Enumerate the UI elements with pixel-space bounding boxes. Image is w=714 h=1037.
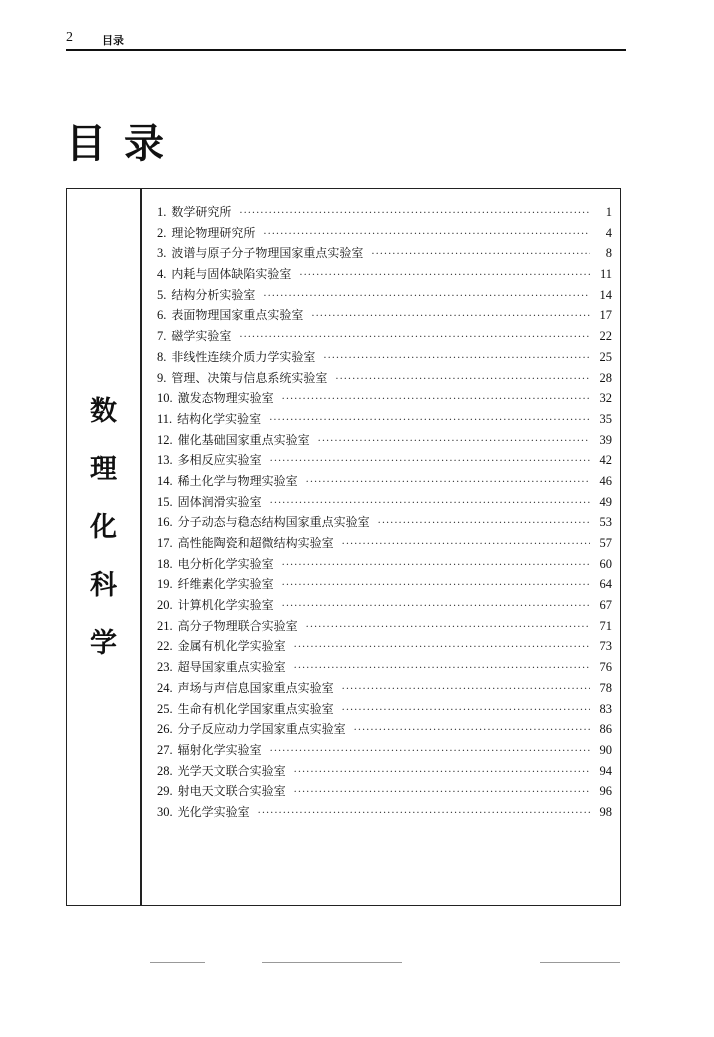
dot-leader	[239, 208, 590, 219]
entry-number: 16.	[157, 515, 173, 530]
entry-title: 超导国家重点实验室	[177, 660, 286, 675]
toc-entry[interactable]	[157, 513, 612, 534]
entry-title: 高分子物理联合实验室	[177, 618, 298, 633]
toc-entry[interactable]	[157, 762, 612, 783]
toc-entry[interactable]	[157, 534, 612, 555]
entry-page-number: 8	[605, 246, 612, 261]
entry-number: 26.	[157, 722, 173, 737]
dot-leader	[263, 291, 590, 302]
side-label-char: 理	[90, 454, 117, 485]
entry-title: 金属有机化学实验室	[177, 639, 286, 654]
toc-entry[interactable]	[157, 327, 612, 348]
page-number: 2	[66, 30, 73, 45]
entry-title: 光学天文联合实验室	[177, 763, 286, 778]
entry-page-number: 35	[599, 411, 612, 426]
dot-leader	[294, 767, 590, 778]
toc-entry[interactable]	[157, 679, 612, 700]
toc-entry[interactable]	[157, 700, 612, 721]
entry-title: 多相反应实验室	[177, 453, 262, 468]
entry-number: 27.	[157, 742, 173, 757]
entry-page-number: 42	[599, 453, 612, 468]
entry-page-number: 1	[605, 205, 612, 219]
entry-page-number: 73	[599, 639, 612, 654]
entry-title: 波谱与原子分子物理国家重点实验室	[171, 246, 364, 261]
entry-number: 8.	[157, 349, 167, 364]
toc-entry[interactable]	[157, 203, 612, 224]
toc-entry[interactable]	[157, 306, 612, 327]
entry-number: 18.	[157, 556, 173, 571]
entry-title: 高性能陶瓷和超微结构实验室	[177, 536, 334, 550]
dot-leader	[270, 456, 590, 467]
entry-page-number: 32	[599, 391, 612, 406]
toc-entry[interactable]	[157, 637, 612, 658]
side-label-char: 学	[90, 628, 117, 659]
entry-title: 光化学实验室	[177, 804, 250, 819]
entry-number: 24.	[157, 680, 173, 695]
toc-entry[interactable]	[157, 348, 612, 369]
dot-leader	[294, 663, 590, 674]
entry-title: 结构分析实验室	[171, 287, 256, 302]
entry-title: 计算机化学实验室	[177, 598, 274, 613]
entry-page-number: 60	[599, 556, 612, 571]
toc-entry[interactable]	[157, 720, 612, 741]
entry-title: 电分析化学实验室	[177, 556, 274, 571]
entry-title: 激发态物理实验室	[177, 391, 274, 406]
dot-leader	[258, 808, 590, 819]
entry-title: 数学研究所	[171, 205, 232, 219]
dot-leader	[342, 684, 590, 695]
entry-title: 分子动态与稳态结构国家重点实验室	[177, 515, 370, 530]
entry-number: 1.	[157, 205, 167, 219]
dot-leader	[306, 622, 590, 633]
entry-page-number: 53	[599, 515, 612, 530]
toc-entry[interactable]	[157, 803, 612, 824]
dot-leader	[263, 229, 590, 240]
toc-entry[interactable]	[157, 596, 612, 617]
dot-leader	[269, 415, 590, 426]
entry-title: 稀土化学与物理实验室	[177, 473, 298, 488]
entry-title: 射电天文联合实验室	[177, 784, 286, 799]
toc-entry[interactable]	[157, 658, 612, 679]
entry-title: 分子反应动力学国家重点实验室	[177, 722, 346, 737]
entry-page-number: 22	[599, 329, 612, 344]
dot-leader	[342, 705, 590, 716]
dot-leader	[371, 249, 590, 260]
header-rule	[66, 49, 626, 51]
toc-list	[157, 203, 612, 824]
entry-number: 10.	[157, 391, 173, 406]
entry-title: 声场与声信息国家重点实验室	[177, 680, 334, 695]
dot-leader	[282, 580, 590, 591]
dot-leader	[282, 560, 590, 571]
entry-page-number: 64	[599, 577, 612, 592]
entry-title: 管理、决策与信息系统实验室	[171, 370, 328, 385]
entry-number: 9.	[157, 370, 167, 385]
entry-number: 29.	[157, 784, 173, 799]
entry-number: 12.	[157, 432, 173, 447]
dot-leader	[299, 270, 590, 281]
dot-leader	[342, 539, 590, 550]
entry-title: 催化基础国家重点实验室	[177, 432, 310, 447]
dot-leader	[294, 787, 590, 798]
entry-number: 19.	[157, 577, 173, 592]
side-label-char: 数	[90, 396, 117, 427]
dot-leader	[270, 746, 590, 757]
scan-artifact	[262, 962, 402, 963]
toc-entry[interactable]	[157, 286, 612, 307]
toc-entry[interactable]	[157, 431, 612, 452]
entry-number: 17.	[157, 536, 173, 550]
toc-entry[interactable]	[157, 472, 612, 493]
entry-page-number: 76	[599, 660, 612, 675]
toc-entry[interactable]	[157, 224, 612, 245]
toc-frame	[66, 188, 621, 906]
dot-leader	[354, 725, 590, 736]
entry-number: 15.	[157, 494, 173, 509]
dot-leader	[282, 394, 590, 405]
running-header	[66, 30, 626, 50]
entry-number: 23.	[157, 660, 173, 675]
toc-entry[interactable]	[157, 389, 612, 410]
entry-page-number: 83	[599, 701, 612, 716]
entry-page-number: 78	[599, 680, 612, 695]
toc-entry[interactable]	[157, 575, 612, 596]
entry-title: 表面物理国家重点实验室	[171, 308, 304, 323]
entry-number: 20.	[157, 598, 173, 613]
toc-entry[interactable]	[157, 782, 612, 803]
toc-entry[interactable]	[157, 410, 612, 431]
entry-number: 6.	[157, 308, 167, 323]
entry-title: 纤维素化学实验室	[177, 577, 274, 592]
entry-title: 磁学实验室	[171, 329, 232, 344]
entry-number: 4.	[157, 267, 167, 282]
dot-leader	[270, 498, 590, 509]
scan-artifact	[150, 962, 205, 963]
dot-leader	[306, 477, 590, 488]
entry-page-number: 98	[599, 804, 612, 819]
entry-page-number: 67	[599, 598, 612, 613]
dot-leader	[318, 436, 590, 447]
toc-entry[interactable]	[157, 555, 612, 576]
entry-number: 30.	[157, 804, 173, 819]
side-category-label	[67, 389, 140, 669]
frame-divider	[140, 189, 142, 905]
toc-entry[interactable]	[157, 451, 612, 472]
scan-artifact	[540, 962, 620, 963]
entry-page-number: 28	[599, 370, 612, 385]
entry-number: 21.	[157, 618, 173, 633]
entry-page-number: 96	[599, 784, 612, 799]
side-label-char: 化	[90, 512, 117, 543]
entry-page-number: 57	[599, 536, 612, 550]
entry-page-number: 4	[605, 225, 612, 240]
entry-page-number: 90	[599, 742, 612, 757]
entry-page-number: 86	[599, 722, 612, 737]
entry-number: 3.	[157, 246, 167, 261]
running-section-title: 目录	[102, 34, 124, 47]
entry-title: 理论物理研究所	[171, 225, 256, 240]
entry-page-number: 46	[599, 473, 612, 488]
dot-leader	[378, 518, 590, 529]
entry-page-number: 71	[599, 618, 612, 633]
entry-page-number: 39	[599, 432, 612, 447]
entry-title: 非线性连续介质力学实验室	[171, 349, 316, 364]
toc-entry[interactable]	[157, 493, 612, 514]
toc-entry[interactable]	[157, 369, 612, 390]
entry-page-number: 25	[599, 349, 612, 364]
toc-entry[interactable]	[157, 265, 612, 286]
entry-number: 28.	[157, 763, 173, 778]
entry-number: 14.	[157, 473, 173, 488]
toc-entry[interactable]	[157, 741, 612, 762]
entry-number: 13.	[157, 453, 173, 468]
entry-title: 内耗与固体缺陷实验室	[171, 267, 292, 282]
entry-number: 2.	[157, 225, 167, 240]
entry-page-number: 11	[599, 267, 612, 282]
entry-page-number: 94	[599, 763, 612, 778]
dot-leader	[294, 642, 590, 653]
dot-leader	[323, 353, 590, 364]
dot-leader	[282, 601, 590, 612]
entry-number: 11.	[157, 411, 173, 426]
entry-title: 生命有机化学国家重点实验室	[177, 701, 334, 716]
dot-leader	[335, 374, 590, 385]
entry-page-number: 14	[599, 287, 612, 302]
entry-number: 7.	[157, 329, 167, 344]
entry-page-number: 49	[599, 494, 612, 509]
entry-page-number: 17	[599, 308, 612, 323]
dot-leader	[239, 332, 590, 343]
dot-leader	[311, 311, 590, 322]
entry-number: 25.	[157, 701, 173, 716]
entry-title: 固体润滑实验室	[177, 494, 262, 509]
entry-title: 辐射化学实验室	[177, 742, 262, 757]
toc-entry[interactable]	[157, 617, 612, 638]
entry-title: 结构化学实验室	[177, 411, 262, 426]
entry-number: 22.	[157, 639, 173, 654]
side-label-char: 科	[90, 570, 117, 601]
toc-entry[interactable]	[157, 244, 612, 265]
entry-number: 5.	[157, 287, 167, 302]
page-title: 目录	[66, 121, 182, 167]
